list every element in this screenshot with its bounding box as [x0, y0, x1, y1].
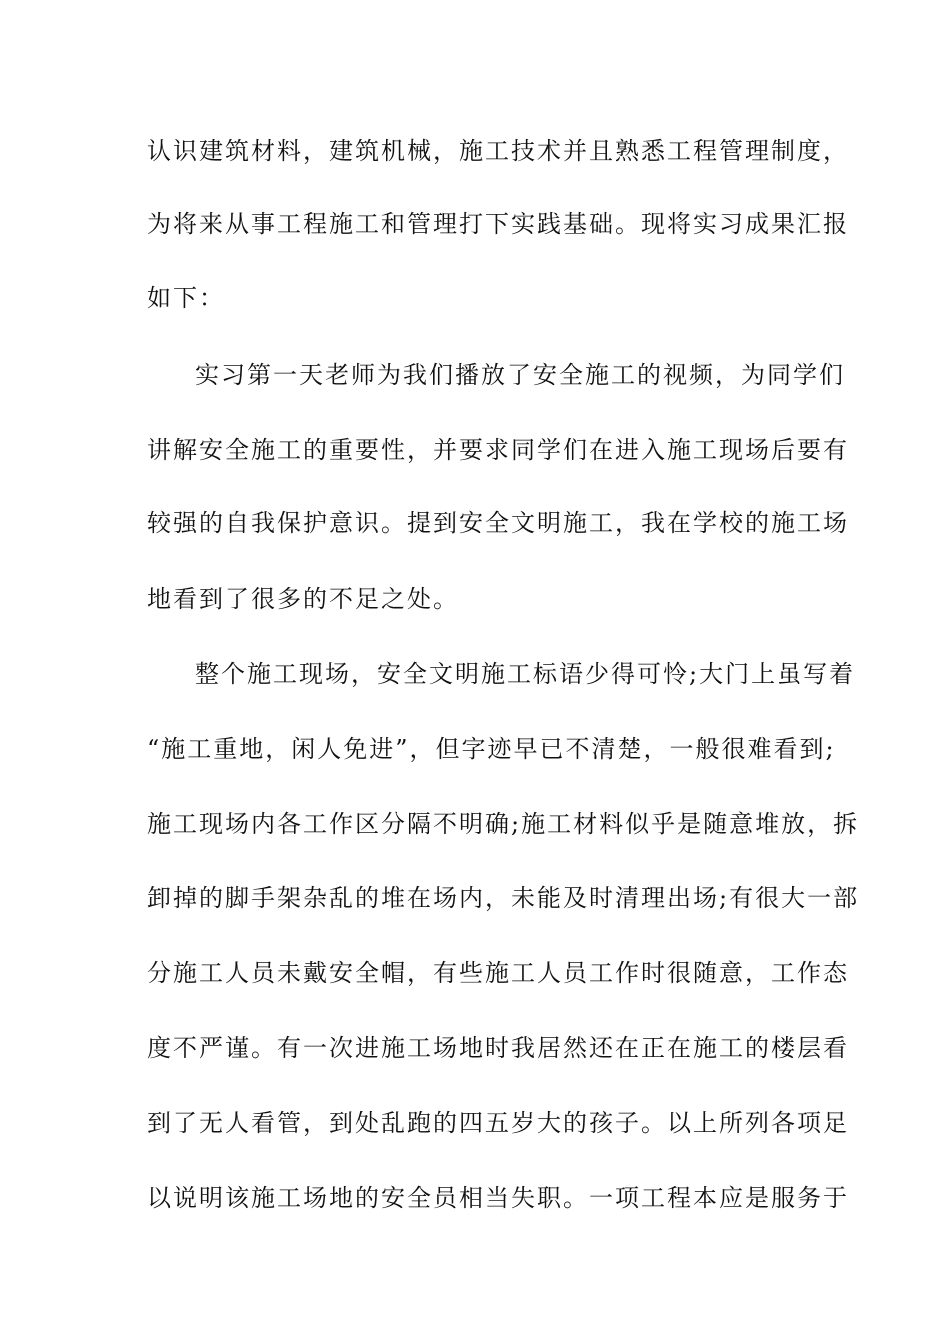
text-line: 如下： [147, 284, 225, 312]
text-line: 讲解安全施工的重要性，并要求同学们在进入施工现场后要有 [147, 436, 849, 464]
text-line: 分施工人员未戴安全帽，有些施工人员工作时很随意，工作态 [147, 959, 849, 987]
text-line: 卸掉的脚手架杂乱的堆在场内，未能及时清理出场;有很大一部 [147, 884, 860, 912]
text-line: 到了无人看管，到处乱跑的四五岁大的孩子。以上所列各项足 [147, 1109, 849, 1137]
text-line: 施工现场内各工作区分隔不明确;施工材料似乎是随意堆放，拆 [147, 810, 860, 838]
text-line: 为将来从事工程施工和管理打下实践基础。现将实习成果汇报 [147, 210, 849, 238]
text-line: 以说明该施工场地的安全员相当失职。一项工程本应是服务于 [147, 1184, 849, 1212]
text-line: 度不严谨。有一次进施工场地时我居然还在正在施工的楼层看 [147, 1034, 849, 1062]
text-line: 认识建筑材料，建筑机械，施工技术并且熟悉工程管理制度， [147, 137, 849, 165]
paragraph-first-line: 实习第一天老师为我们播放了安全施工的视频，为同学们 [195, 361, 845, 389]
paragraph-first-line: 整个施工现场，安全文明施工标语少得可怜;大门上虽写着 [195, 660, 856, 688]
text-line: 地看到了很多的不足之处。 [147, 585, 459, 613]
text-line: 较强的自我保护意识。提到安全文明施工，我在学校的施工场 [147, 509, 849, 537]
text-line: “施工重地，闲人免进”，但字迹早已不清楚，一般很难看到; [147, 735, 836, 763]
